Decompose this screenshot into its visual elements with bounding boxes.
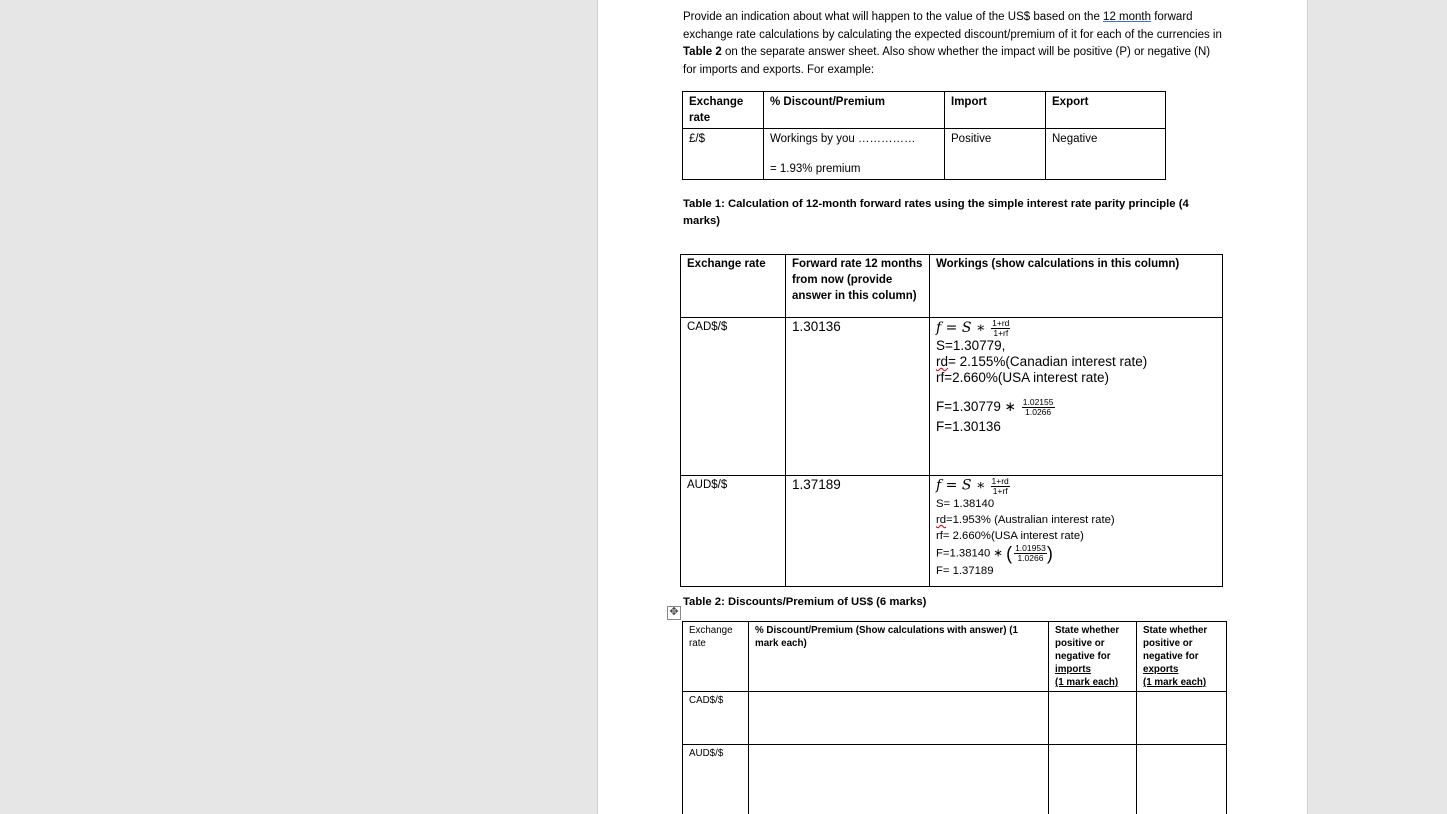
example-import: Positive <box>945 129 1046 180</box>
rd-line <box>936 512 1216 528</box>
left-paren: ( <box>1006 543 1013 564</box>
formula-denominator: 1+rf <box>992 486 1008 496</box>
intro-bold-table-ref: Table 2 <box>683 46 722 59</box>
table1-header-forward: Forward rate 12 months from now (provide answer in this column) <box>786 255 930 318</box>
forward-calc-numerator: 1.01953 <box>1015 543 1046 553</box>
formula-fraction <box>991 319 1010 338</box>
example-export: Negative <box>1046 129 1166 180</box>
forward-calc-line <box>936 544 1216 563</box>
rd-line <box>936 354 1216 370</box>
forward-calc-fraction <box>1022 398 1055 417</box>
formula-text: f = S ∗ <box>936 320 986 337</box>
table1-header-rate: Exchange rate <box>681 255 786 318</box>
table2-header-row <box>683 622 1227 692</box>
forward-result-line: F= 1.37189 <box>936 565 994 577</box>
table1-header-workings: Workings (show calculations in this column) <box>930 255 1223 318</box>
intro-text-2: forward exchange rate calculations by calculating the expected discount/premium of it for each of the currencies in <box>683 11 1222 41</box>
example-workings: Workings by you …………… <box>770 133 916 145</box>
imports-header-text: State whether positive or negative for <box>1055 625 1120 662</box>
example-header-export: Export <box>1046 92 1166 129</box>
intro-text-3: on the separate answer sheet. Also show whether the impact will be positive (P) or negative (N) for imports and exports. For example: <box>683 46 1211 76</box>
formula-line <box>936 477 1216 496</box>
table2-rate-cell: CAD$/$ <box>683 692 749 745</box>
example-table <box>682 91 1166 180</box>
exports-header-text: State whether positive or negative for <box>1143 625 1208 662</box>
rf-line: rf= 2.660%(USA interest rate) <box>936 530 1084 542</box>
rf-line: rf=2.660%(USA interest rate) <box>936 370 1109 385</box>
formula-line <box>936 319 1216 338</box>
table1-caption: Table 1: Calculation of 12-month forward rates using the simple interest rate parity principle (4 marks) <box>683 198 1189 227</box>
formula-numerator: 1+rd <box>991 476 1009 486</box>
table2-header-rate: Exchange rate <box>683 622 749 692</box>
table2-imports-cell[interactable] <box>1049 745 1137 814</box>
example-header-row <box>683 92 1166 129</box>
example-rate <box>683 129 764 180</box>
table2-row-cad <box>683 692 1227 745</box>
example-rate-text: £/$ <box>689 133 705 145</box>
intro-text-1: Provide an indication about what will happen to the value of the US$ based on the <box>683 11 1104 23</box>
exports-header-underlined: exports <box>1143 664 1179 675</box>
table1-rate-cell: AUD$/$ <box>681 476 786 587</box>
forward-calc-text: F=1.38140 ∗ <box>936 547 1003 560</box>
forward-calc-numerator: 1.02155 <box>1022 397 1054 407</box>
rd-value: = 2.155%(Canadian interest rate) <box>948 354 1148 369</box>
document-page <box>597 0 1308 814</box>
forward-calc-line <box>936 398 1216 417</box>
example-header-rate: Exchange rate <box>683 92 764 129</box>
table2-discount-cell[interactable] <box>749 745 1049 814</box>
forward-rates-table <box>680 254 1223 587</box>
table1-workings-cell <box>930 476 1223 587</box>
example-discount <box>764 129 945 180</box>
rd-label: rd <box>936 514 947 526</box>
formula-fraction <box>991 477 1010 496</box>
table2-imports-cell[interactable] <box>1049 692 1137 745</box>
table2-exports-cell[interactable] <box>1137 692 1227 745</box>
rd-value: =1.953% (Australian interest rate) <box>946 514 1115 526</box>
forward-result-line: F=1.30136 <box>936 419 1001 434</box>
forward-calc-denominator: 1.0266 <box>1017 553 1044 563</box>
table2-rate-cell: AUD$/$ <box>683 745 749 814</box>
table2-exports-cell[interactable] <box>1137 745 1227 814</box>
intro-paragraph <box>683 9 1223 79</box>
imports-header-marks: (1 mark each) <box>1055 677 1119 688</box>
table2-header-exports <box>1137 622 1227 692</box>
formula-numerator: 1+rd <box>992 318 1010 328</box>
table1-row-aud <box>681 476 1223 587</box>
table2-header-imports <box>1049 622 1137 692</box>
rd-label: rd <box>936 354 949 369</box>
forward-calc-denominator: 1.0266 <box>1025 407 1052 417</box>
formula-text: f = S ∗ <box>936 477 986 494</box>
table-move-handle-icon[interactable]: ✥ <box>667 606 681 620</box>
table1-header-row <box>681 255 1223 318</box>
table2-row-aud <box>683 745 1227 814</box>
exports-header-marks: (1 mark each) <box>1143 677 1207 688</box>
intro-underlined-term: 12 month <box>1103 11 1151 23</box>
table1-rate-cell: CAD$/$ <box>681 318 786 476</box>
spot-rate-line: S= 1.38140 <box>936 498 995 510</box>
table1-forward-cell: 1.37189 <box>786 476 930 587</box>
table2-discount-cell[interactable] <box>749 692 1049 745</box>
imports-header-underlined: imports <box>1055 664 1091 675</box>
forward-calc-fraction <box>1014 544 1047 563</box>
formula-denominator: 1+rf <box>993 328 1009 338</box>
example-row <box>683 129 1166 180</box>
example-header-discount: % Discount/Premium <box>764 92 945 129</box>
spot-rate-line: S=1.30779, <box>936 338 1006 353</box>
table1-row-cad <box>681 318 1223 476</box>
table2-header-discount: % Discount/Premium (Show calculations with answer) (1 mark each) <box>749 622 1049 692</box>
table2-caption: Table 2: Discounts/Premium of US$ (6 marks) <box>683 596 927 608</box>
forward-calc-text: F=1.30779 ∗ <box>936 399 1016 415</box>
table1-forward-cell: 1.30136 <box>786 318 930 476</box>
example-header-import: Import <box>945 92 1046 129</box>
example-result: = 1.93% premium <box>770 163 861 175</box>
right-paren: ) <box>1046 543 1053 564</box>
discount-premium-table <box>682 621 1227 814</box>
table1-workings-cell <box>930 318 1223 476</box>
